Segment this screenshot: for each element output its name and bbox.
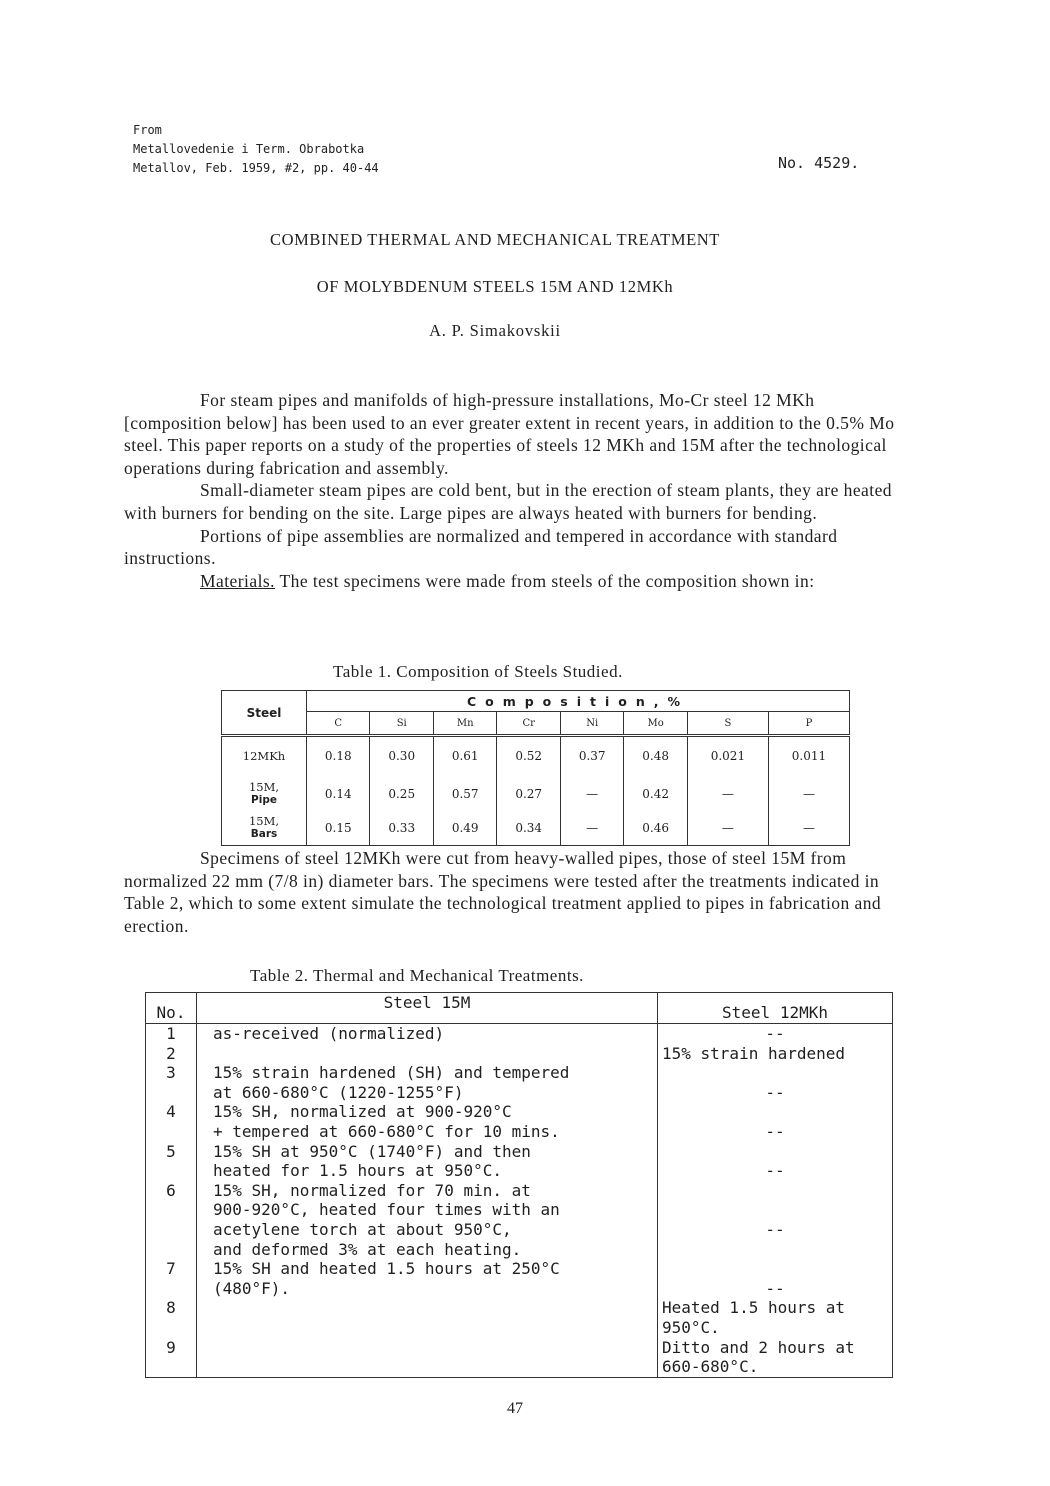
steel-15m-cell [197,1142,658,1181]
steel-12mkh-cell [658,1044,893,1064]
cell-line [662,1181,888,1201]
table-cell: 0.27 [497,776,560,812]
cell-line: (480°F). [213,1278,291,1298]
page-number: 47 [507,1400,523,1417]
table-cell: 0.14 [307,776,370,812]
paragraph [124,570,914,593]
cell-line: -- [765,1219,785,1239]
table-cell: 0.30 [370,736,433,776]
cell-line [662,1102,888,1122]
source-line: From [133,123,162,137]
table-row [222,736,850,776]
cell-line: 900-920°C, heated four times with an [213,1200,560,1220]
paragraph: Portions of pipe assemblies are normalized and tempered in accordance with standard instructions. [124,525,838,569]
table-cell: 0.42 [624,776,687,812]
cell-line: -- [765,1161,785,1181]
table-cell: 0.18 [307,736,370,776]
element-header: P [768,712,849,736]
table-cell: 0.61 [433,736,496,776]
table-row [146,1338,893,1378]
steel-15m-cell [197,1044,658,1064]
steel-12mkh-cell [658,1102,893,1141]
steel-name: 12MKh [222,736,307,776]
table-cell: 0.52 [497,736,560,776]
steel-15m-cell [197,1181,658,1259]
cell-line: -- [765,1082,785,1102]
cell-line: and deformed 3% at each heating. [213,1239,522,1259]
element-header: Ni [560,712,623,736]
materials-text: The test specimens were made from steels of the composition shown in: [274,570,815,591]
cell-line: 15% strain hardened (SH) and tempered [213,1063,570,1083]
table-cell: 0.34 [497,812,560,846]
cell-line: -- [765,1024,785,1043]
table-cell: 0.48 [624,736,687,776]
composition-table [221,690,850,846]
element-header: Cr [497,712,560,736]
steel-12mkh-cell [658,1024,893,1044]
steel-12mkh-cell [658,1142,893,1181]
cell-line: 15% SH, normalized at 900-920°C [213,1102,512,1122]
steel-name-line: Bars [250,828,278,841]
cell-line: -- [765,1121,785,1141]
source-line: Metallov, Feb. 1959, #2, pp. 40-44 [133,161,379,175]
cell-line [662,1200,888,1220]
table-cell: — [768,776,849,812]
table-cell: — [560,776,623,812]
cell-line [662,1142,888,1162]
row-number: 6 [146,1181,197,1259]
table-row [222,812,850,846]
title-line-2: OF MOLYBDENUM STEELS 15M AND 12MKh [316,277,674,296]
row-number: 5 [146,1142,197,1181]
table-cell: 0.33 [370,812,433,846]
paragraph: Specimens of steel 12MKh were cut from heavy-walled pipes, those of steel 15M from normalized 22 mm (7/8 in) diameter bars. The specimens were tested after the treatments indicated in Table 2, which to some extent simulate the technological treatment applied to pipes in fabrication and erection. [124,848,882,936]
cell-line: Heated 1.5 hours at [662,1298,846,1318]
cell-line: acetylene torch at about 950°C, [213,1219,512,1239]
steel-15m-cell [197,1024,658,1044]
cell-line: Ditto and 2 hours at [662,1337,855,1357]
table-cell: 0.49 [433,812,496,846]
steel-name-line: Pipe [251,793,277,806]
table-cell: 0.25 [370,776,433,812]
steel-15m-cell [197,1063,658,1102]
row-number: 7 [146,1259,197,1298]
row-number: 1 [146,1024,197,1044]
table-cell: — [768,812,849,846]
cell-line [662,1259,888,1279]
table-cell: 0.57 [433,776,496,812]
steel-12mkh-header: Steel 12MKh [658,993,893,1024]
steel-15m-header: Steel 15M [197,993,658,1024]
steel-name-line: 15M, [248,779,280,794]
cell-line: 950°C. [662,1317,720,1337]
table-row [146,1259,893,1298]
cell-line: -- [765,1278,785,1298]
treatments-table [145,992,893,1378]
steel-name [222,812,307,846]
table-row [146,1298,893,1337]
element-header: Si [370,712,433,736]
steel-12mkh-cell [658,1259,893,1298]
cell-line: at 660-680°C (1220-1255°F) [213,1082,464,1102]
steel-header: Steel [222,691,307,736]
cell-line: 660-680°C. [662,1357,759,1377]
table-row [146,1063,893,1102]
specimens-text [124,847,914,937]
paragraph: Small-diameter steam pipes are cold bent, but in the erection of steam plants, they are heated with burners for bending on the site. Large pipes are always heated with burners for bending. [124,480,892,523]
materials-label: Materials. [200,570,275,591]
cell-line: 15% strain hardened [662,1043,846,1063]
table-cell: 0.011 [768,736,849,776]
cell-line: 15% SH, normalized for 70 min. at [213,1180,531,1200]
table-cell: — [687,812,768,846]
cell-line: as-received (normalized) [213,1024,445,1043]
table-row [146,1181,893,1259]
row-number: 4 [146,1102,197,1141]
cell-line [662,1063,888,1083]
table2-caption: Table 2. Thermal and Mechanical Treatments. [250,966,584,985]
cell-line: heated for 1.5 hours at 950°C. [213,1161,502,1181]
intro-text [124,389,914,592]
cell-line [662,1240,888,1260]
element-header: Mo [624,712,687,736]
steel-12mkh-cell [658,1298,893,1337]
title-line-1: COMBINED THERMAL AND MECHANICAL TREATMENT [270,230,720,249]
row-number: 2 [146,1044,197,1064]
element-header: S [687,712,768,736]
steel-15m-cell [197,1102,658,1141]
steel-12mkh-cell [658,1181,893,1259]
row-number: 9 [146,1338,197,1378]
source-line: Metallovedenie i Term. Obrabotka [133,142,365,156]
table1-caption: Table 1. Composition of Steels Studied. [333,662,623,681]
steel-15m-cell [197,1259,658,1298]
cell-line: 15% SH and heated 1.5 hours at 250°C [213,1259,560,1279]
table-cell: 0.37 [560,736,623,776]
table-cell: — [687,776,768,812]
cell-line: + tempered at 660-680°C for 10 mins. [213,1121,560,1141]
steel-name [222,776,307,812]
table-row [146,1102,893,1141]
table-row [222,776,850,812]
table-row [146,1142,893,1181]
row-number: 8 [146,1298,197,1337]
author: A. P. Simakovskii [429,321,561,340]
steel-12mkh-cell [658,1338,893,1378]
table-row [146,1044,893,1064]
cell-line: 15% SH at 950°C (1740°F) and then [213,1141,531,1161]
element-header: Mn [433,712,496,736]
steel-name-line: 15M, [248,814,280,829]
table-cell: — [560,812,623,846]
table-cell: 0.46 [624,812,687,846]
paragraph: For steam pipes and manifolds of high-pressure installations, Mo-Cr steel 12 MKh [composition below] has been used to an ever greater extent in recent years, in addition to the 0.5% Mo steel. This paper reports on a study of the properties of steels 12 MKh and 15M after the technological operations during fabrication and assembly. [124,390,895,478]
source-citation [133,121,379,178]
table-cell: 0.15 [307,812,370,846]
table-cell: 0.021 [687,736,768,776]
row-number: 3 [146,1063,197,1102]
document-number: No. 4529. [778,154,860,172]
steel-12mkh-cell [658,1063,893,1102]
table-row [146,1024,893,1044]
no-header: No. [146,993,197,1024]
composition-header: Composition,% [307,691,850,712]
steel-15m-cell [197,1338,658,1378]
element-header: C [307,712,370,736]
steel-15m-cell [197,1298,658,1337]
